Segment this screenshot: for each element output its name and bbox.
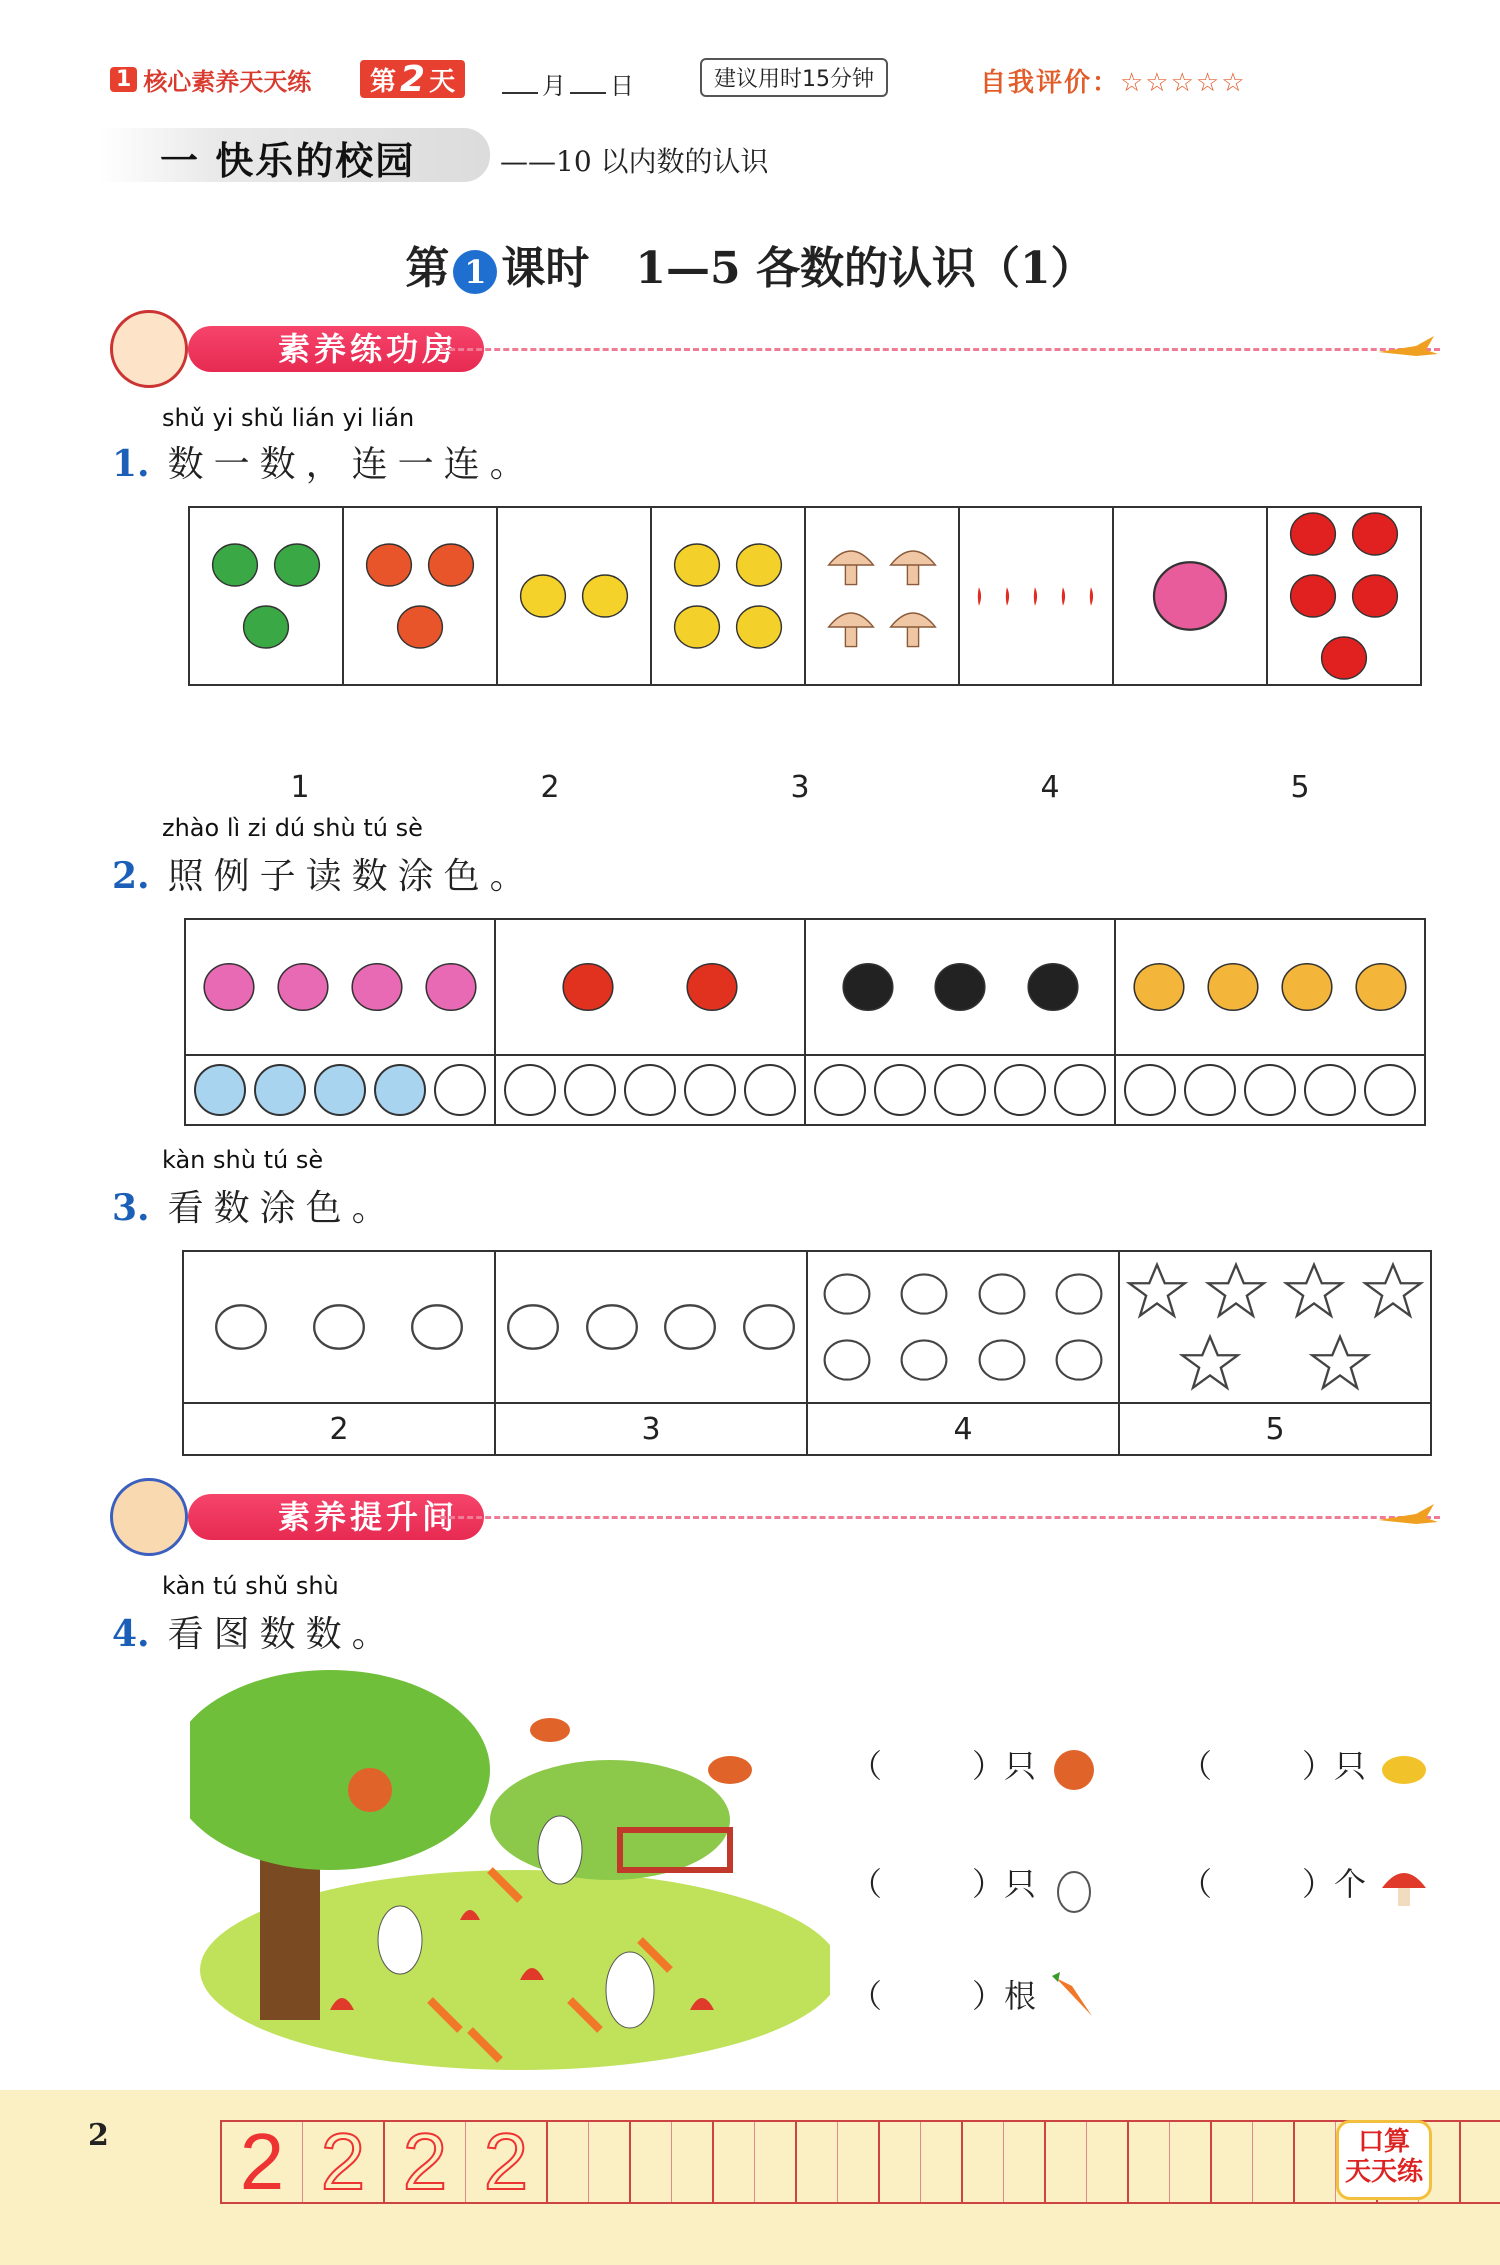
goldfish-icon [361,537,417,593]
q1-picture-group [1268,508,1420,684]
writing-cell[interactable] [1295,2122,1336,2202]
series-badge [110,62,311,96]
mushroom-icon [1376,1858,1432,1914]
apple-icon [1285,506,1341,562]
bee-icon [1276,956,1338,1018]
color-circle[interactable] [314,1064,366,1116]
fish-outline-icon [819,1266,875,1322]
unit-word: ）根 [972,1977,1037,2015]
swallow-icon [837,956,899,1018]
flower-outline-icon [738,1296,800,1358]
writing-cell[interactable] [1253,2122,1295,2202]
paren-open: （ [850,1747,883,1785]
unit-title: 一 快乐的校园 [160,139,416,183]
squirrel-icon [1046,1740,1102,1796]
month-blank[interactable] [502,92,538,94]
star-outline-icon [1309,1332,1371,1394]
dashed-divider [440,1516,1440,1519]
unit-word: ）只 [1302,1747,1367,1785]
series-number: 1 [110,67,137,92]
mushroom-icon [885,599,941,655]
chili-icon [1081,561,1103,631]
fish-outline-icon [1051,1266,1107,1322]
girl-mascot-icon [110,310,188,388]
q1-picture-cell[interactable] [1267,507,1421,685]
q1-picture-group [960,508,1112,684]
bee-icon [1128,956,1190,1018]
color-circle[interactable] [874,1064,926,1116]
q2-picture-group [496,920,804,1054]
month-label: 月 [542,72,566,100]
q3-number-label: 5 [1119,1403,1431,1455]
flower-outline-icon [581,1296,643,1358]
q2-circle-cell [495,1055,805,1125]
duckling-icon [515,568,571,624]
mushroom-icon [823,537,879,593]
color-circle[interactable] [934,1064,986,1116]
writing-cell[interactable] [548,2122,589,2202]
date-fields [498,66,634,101]
color-circle[interactable] [254,1064,306,1116]
backpack-icon [1145,551,1235,641]
q3-picture-cell[interactable] [807,1251,1119,1403]
q1-picture-group [344,508,496,684]
q2-prompt [112,848,536,899]
series-name: 核心素养天天练 [143,67,312,96]
q2-picture-group [186,920,494,1054]
q2-circle-row [806,1056,1114,1124]
q1-number-3[interactable]: 3 [790,770,810,805]
mushroom-icon [885,537,941,593]
section-banner-practice [110,322,1440,376]
answer-rabbit[interactable] [850,1858,1102,1914]
bird-icon [1376,1740,1432,1796]
q4-prompt [112,1606,398,1657]
q3-text: 看数涂色。 [167,1188,398,1229]
rabbit-icon [538,1816,582,1884]
q1-pinyin: shǔ yi shǔ lián yi lián [162,404,415,432]
q2-circle-cell [805,1055,1115,1125]
writing-cell[interactable] [755,2122,797,2202]
mushroom-icon [823,599,879,655]
lesson-name: 1—5 各数的认识（1） [635,243,1095,294]
butterfly-icon [420,956,482,1018]
butterfly-icon [346,956,408,1018]
apple-icon [1316,630,1372,686]
practice-digit[interactable]: 2 [466,2122,548,2202]
park-scene-illustration [190,1670,830,2070]
color-circle[interactable] [744,1064,796,1116]
q1-picture-cell[interactable] [805,507,959,685]
q3-picture-group [808,1252,1118,1402]
digit-writing-grid[interactable] [220,2117,1500,2206]
writing-cell[interactable] [838,2122,880,2202]
q3-picture-cell[interactable] [1119,1251,1431,1403]
q2-circle-row [496,1056,804,1124]
fish-outline-icon [974,1332,1030,1388]
writing-cell[interactable] [880,2122,921,2202]
swallow-icon [929,956,991,1018]
unit-word: ）只 [972,1747,1037,1785]
q1-number: 1. [112,443,150,485]
color-circle[interactable] [434,1064,486,1116]
answer-bird[interactable] [1180,1740,1432,1796]
star-outline-icon [1179,1332,1241,1394]
writing-cell[interactable] [963,2122,1004,2202]
butterfly-icon [272,956,334,1018]
q4-text: 看图数数。 [167,1614,398,1655]
q2-circle-row [186,1056,494,1124]
q3-picture-cell[interactable] [183,1251,495,1403]
butterfly-icon [198,956,260,1018]
q1-picture-cell[interactable] [497,507,651,685]
q3-picture-group [496,1252,806,1402]
frog-icon [207,537,263,593]
bee-icon [1350,956,1412,1018]
fish-outline-icon [896,1332,952,1388]
q1-picture-cell[interactable] [1113,507,1267,685]
star-outline-icon [1362,1260,1424,1322]
fish-outline-icon [896,1266,952,1322]
writing-cell[interactable] [631,2122,672,2202]
duckling-icon [577,568,633,624]
unit-word: ）个 [1302,1865,1367,1903]
writing-cell[interactable] [1212,2122,1253,2202]
boy-mascot-icon [110,1478,188,1556]
writing-cell[interactable] [1046,2122,1087,2202]
bee-icon [1202,956,1264,1018]
q1-picture-cell[interactable] [651,507,805,685]
lesson-prefix: 第 [405,243,450,294]
q3-pinyin: kàn shù tú sè [162,1146,324,1174]
q3-number: 3. [112,1187,150,1229]
color-circle[interactable] [1054,1064,1106,1116]
cup-icon [210,1296,272,1358]
unit-subtitle: ——10 以内数的认识 [500,145,769,178]
paren-open: （ [1180,1865,1213,1903]
color-circle[interactable] [1124,1064,1176,1116]
paren-open: （ [850,1977,883,2015]
dashed-divider [440,348,1440,351]
color-circle[interactable] [994,1064,1046,1116]
q3-picture-cell[interactable] [495,1251,807,1403]
day-number: 2 [400,58,426,100]
q3-number-label: 3 [495,1403,807,1455]
answer-mushroom[interactable] [1180,1858,1432,1914]
squirrel-icon [348,1768,392,1812]
answer-squirrel[interactable] [850,1740,1102,1796]
lesson-title [0,232,1500,296]
q1-picture-cell[interactable] [343,507,497,685]
plane-icon [1376,1498,1440,1534]
section-label: 素养练功房 [188,326,484,372]
q1-number-5[interactable]: 5 [1290,770,1310,805]
writing-cell[interactable] [1087,2122,1129,2202]
q4-pinyin: kàn tú shǔ shù [162,1572,339,1600]
unit-word: ）只 [972,1865,1037,1903]
flower-icon [731,537,787,593]
color-circle[interactable] [1304,1064,1356,1116]
answer-carrot[interactable] [850,1970,1102,2026]
q2-text: 照例子读数涂色。 [167,856,536,897]
writing-cell[interactable] [672,2122,714,2202]
apple-icon [1285,568,1341,624]
q1-picture-group [652,508,804,684]
q1-prompt [112,436,536,487]
writing-cell[interactable] [797,2122,838,2202]
q2-pinyin: zhào lì zi dú shù tú sè [162,814,423,842]
bird-icon [708,1756,752,1784]
color-circle[interactable] [1364,1064,1416,1116]
page-number: 2 [88,2118,109,2153]
flower-icon [731,599,787,655]
bushes [490,1760,730,1880]
star-outline-icon [1126,1260,1188,1322]
writing-cell[interactable] [1004,2122,1046,2202]
rabbit-icon [378,1906,422,1974]
q2-picture-cell [805,919,1115,1055]
q3-grid [182,1250,1432,1456]
frog-icon [238,599,294,655]
star-outline-icon [1283,1260,1345,1322]
q1-picture-group [1114,508,1266,684]
color-circle[interactable] [564,1064,616,1116]
q2-circle-row [1116,1056,1424,1124]
q3-number-label: 2 [183,1403,495,1455]
self-evaluation: 自我评价：☆☆☆☆☆ [980,68,1247,98]
q1-picture-group [498,508,650,684]
q2-number: 2. [112,855,150,897]
brand-logo [1336,2120,1432,2200]
writing-cell[interactable] [1129,2122,1170,2202]
apple-icon [1347,506,1403,562]
practice-digit[interactable]: 2 [303,2122,385,2202]
q3-picture-group [184,1252,494,1402]
fish-outline-icon [1051,1332,1107,1388]
apple-icon [1347,568,1403,624]
color-circle[interactable] [504,1064,556,1116]
frog-icon [269,537,325,593]
swallow-icon [1022,956,1084,1018]
q1-number-4[interactable]: 4 [1040,770,1060,805]
fish-outline-icon [819,1332,875,1388]
paren-open: （ [850,1865,883,1903]
practice-digit[interactable]: 2 [385,2122,466,2202]
q1-number-2[interactable]: 2 [540,770,560,805]
rabbit-icon [606,1952,654,2028]
bird-icon [530,1718,570,1742]
red-flower-icon [557,956,619,1018]
q3-picture-group [1120,1252,1430,1402]
day-suffix: 天 [429,66,456,97]
q1-picture-grid [188,506,1422,686]
rabbit-icon [1046,1858,1102,1914]
red-flower-icon [681,956,743,1018]
q2-picture-group [806,920,1114,1054]
writing-cell[interactable] [714,2122,755,2202]
q1-text: 数一数，连一连。 [167,444,536,485]
fish-outline-icon [974,1266,1030,1322]
color-circle[interactable] [1244,1064,1296,1116]
section-label: 素养提升间 [188,1494,484,1540]
color-circle[interactable] [374,1064,426,1116]
flower-outline-icon [502,1296,564,1358]
paren-open: （ [1180,1747,1213,1785]
writing-cell[interactable] [1461,2122,1500,2202]
goldfish-icon [423,537,479,593]
color-circle[interactable] [684,1064,736,1116]
lesson-number: 1 [453,250,497,294]
flower-icon [669,537,725,593]
brand-line-1: 口算 [1357,2127,1410,2157]
writing-cell[interactable] [921,2122,963,2202]
writing-cell[interactable] [589,2122,631,2202]
q2-circle-cell [185,1055,495,1125]
day-badge [360,60,465,98]
q1-picture-group [806,508,958,684]
day-prefix: 第 [370,66,397,97]
q1-picture-cell[interactable] [189,507,343,685]
color-circle[interactable] [624,1064,676,1116]
star-outline-icon [1205,1260,1267,1322]
q2-picture-group [1116,920,1424,1054]
lesson-suffix: 课时 [501,243,590,294]
tree-canopy-icon [190,1670,490,1870]
section-banner-improve [110,1490,1440,1544]
day-label: 日 [610,72,634,100]
chili-icon [1025,561,1047,631]
carrot-icon [1046,1970,1102,2026]
q1-number-row [250,770,1350,805]
q1-picture-group [190,508,342,684]
q3-number-label: 4 [807,1403,1119,1455]
practice-digit[interactable]: 2 [222,2122,303,2202]
cup-icon [406,1296,468,1358]
q2-circle-cell [1115,1055,1425,1125]
q3-prompt [112,1180,398,1231]
color-circle[interactable] [194,1064,246,1116]
chili-icon [997,561,1019,631]
cup-icon [308,1296,370,1358]
q1-number-1[interactable]: 1 [290,770,310,805]
flower-outline-icon [659,1296,721,1358]
flower-icon [669,599,725,655]
q1-picture-cell[interactable] [959,507,1113,685]
brand-line-2: 天天练 [1344,2157,1423,2187]
time-hint: 建议用时15分钟 [700,58,888,97]
chili-icon [969,561,991,631]
q2-picture-cell [1115,919,1425,1055]
day-blank[interactable] [570,92,606,94]
chili-icon [1053,561,1075,631]
q2-grid [184,918,1426,1126]
writing-cell[interactable] [1170,2122,1212,2202]
plane-icon [1376,330,1440,366]
q4-number: 4. [112,1613,150,1655]
q2-picture-cell [495,919,805,1055]
q2-picture-cell [185,919,495,1055]
goldfish-icon [392,599,448,655]
color-circle[interactable] [1184,1064,1236,1116]
color-circle[interactable] [814,1064,866,1116]
